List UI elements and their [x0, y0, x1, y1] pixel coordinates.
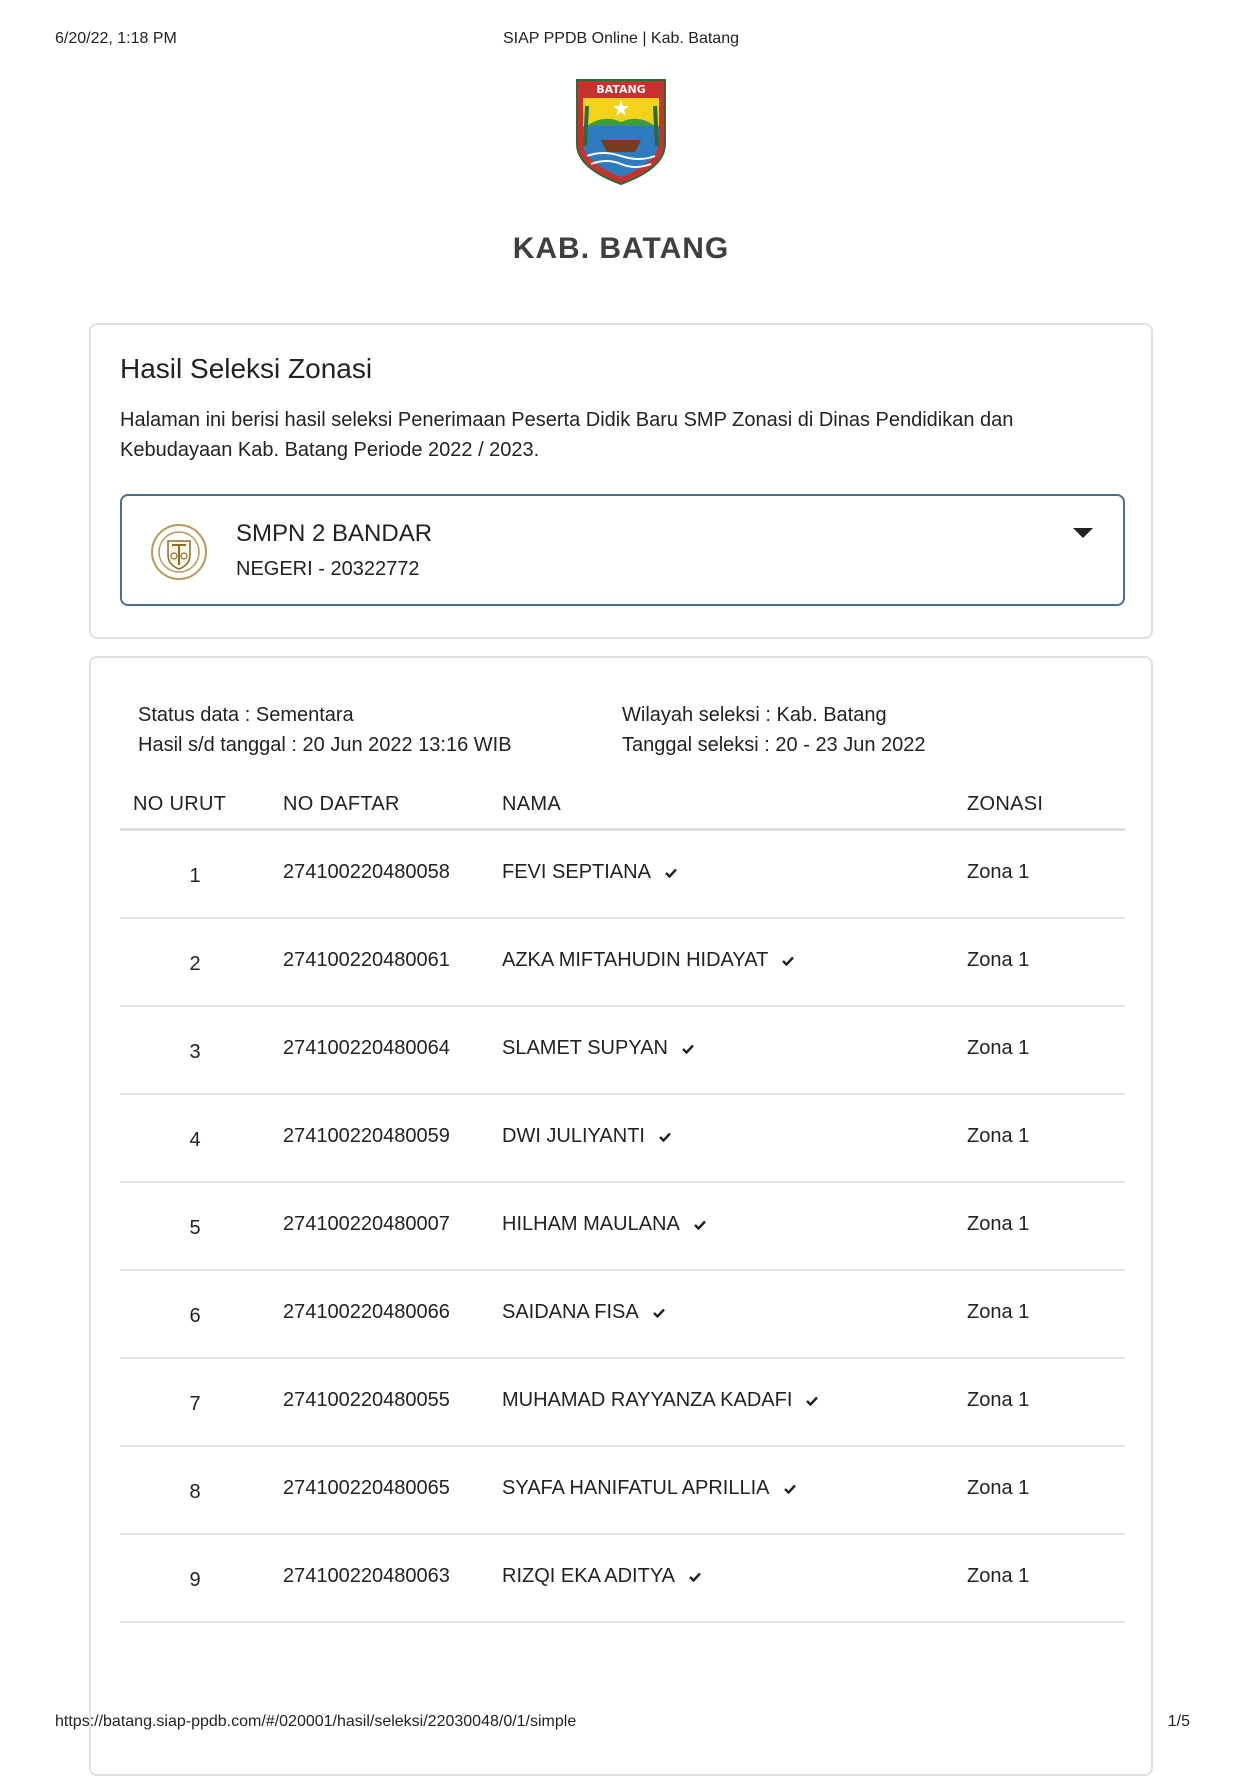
table-row[interactable]: [120, 1271, 1125, 1359]
selection-info-card: [89, 323, 1153, 639]
row-no-daftar: 274100220480066: [283, 1301, 450, 1323]
check-icon: [694, 1220, 706, 1230]
table-row[interactable]: [120, 919, 1125, 1007]
results-card: [89, 656, 1153, 1776]
status-meta-right: [622, 700, 926, 760]
table-row[interactable]: [120, 1007, 1125, 1095]
table-row[interactable]: [120, 1183, 1125, 1271]
header-no-urut: NO URUT: [133, 793, 227, 815]
card-title: Hasil Seleksi Zonasi: [120, 353, 373, 384]
header-nama: NAMA: [502, 793, 561, 815]
table-row[interactable]: [120, 1095, 1125, 1183]
hasil-sd-tanggal: Hasil s/d tanggal : 20 Jun 2022 13:16 WIB: [138, 734, 512, 756]
tanggal-seleksi: Tanggal seleksi : 20 - 23 Jun 2022: [622, 734, 926, 756]
header-zonasi: ZONASI: [967, 793, 1044, 815]
row-no: 9: [189, 1569, 201, 1591]
card-description: Halaman ini berisi hasil seleksi Penerimaan Peserta Didik Baru SMP Zonasi di Dinas Pendidikan dan Kebudayaan Kab. Batang Periode 2022 / 2023.: [120, 409, 1014, 461]
row-no: 3: [189, 1041, 201, 1063]
print-datetime: 6/20/22, 1:18 PM: [55, 30, 177, 47]
row-zona: Zona 1: [967, 1301, 1030, 1323]
row-nama-cell: [502, 1389, 818, 1412]
table-row[interactable]: [120, 1359, 1125, 1447]
check-icon: [782, 956, 794, 966]
row-zona: Zona 1: [967, 1213, 1030, 1235]
check-icon: [806, 1396, 818, 1406]
row-no: 5: [189, 1217, 201, 1239]
row-nama: SYAFA HANIFATUL APRILLIA: [502, 1477, 770, 1499]
row-nama: SLAMET SUPYAN: [502, 1037, 668, 1059]
row-nama-cell: [502, 1565, 701, 1588]
check-icon: [665, 868, 677, 878]
row-zona: Zona 1: [967, 1477, 1030, 1499]
check-icon: [659, 1132, 671, 1142]
row-zona: Zona 1: [967, 1565, 1030, 1587]
header-no-daftar: NO DAFTAR: [283, 793, 400, 815]
row-no-daftar: 274100220480065: [283, 1477, 450, 1499]
print-page-number: 1/5: [1167, 1713, 1190, 1730]
row-zona: Zona 1: [967, 1037, 1030, 1059]
print-url: https://batang.siap-ppdb.com/#/020001/hasil/seleksi/22030048/0/1/simple: [55, 1713, 577, 1730]
chevron-down-icon[interactable]: [1073, 528, 1093, 538]
row-no: 6: [189, 1305, 201, 1327]
row-nama: DWI JULIYANTI: [502, 1125, 645, 1147]
print-header: [0, 30, 1242, 52]
row-no: 4: [189, 1129, 201, 1151]
table-row[interactable]: [120, 1535, 1125, 1623]
row-no-daftar: 274100220480055: [283, 1389, 450, 1411]
row-zona: Zona 1: [967, 1389, 1030, 1411]
school-select-dropdown[interactable]: [120, 494, 1125, 606]
row-nama: RIZQI EKA ADITYA: [502, 1565, 676, 1587]
row-nama-cell: [502, 1301, 665, 1324]
row-no-daftar: 274100220480058: [283, 861, 450, 883]
school-code: NEGERI - 20322772: [236, 558, 420, 580]
region-title: KAB. BATANG: [512, 232, 730, 265]
row-no-daftar: 274100220480064: [283, 1037, 450, 1059]
check-icon: [682, 1044, 694, 1054]
results-table: [120, 780, 1125, 1623]
row-zona: Zona 1: [967, 861, 1030, 883]
check-icon: [689, 1572, 701, 1582]
row-no: 8: [189, 1481, 201, 1503]
print-footer: [0, 1713, 1242, 1735]
row-no-daftar: 274100220480063: [283, 1565, 450, 1587]
check-icon: [784, 1484, 796, 1494]
school-name: SMPN 2 BANDAR: [236, 520, 433, 547]
table-row[interactable]: [120, 831, 1125, 919]
print-page-title: SIAP PPDB Online | Kab. Batang: [503, 30, 739, 47]
row-no: 7: [189, 1393, 201, 1415]
table-row[interactable]: [120, 1447, 1125, 1535]
status-meta-left: [138, 700, 512, 760]
row-nama-cell: [502, 861, 677, 884]
row-no: 1: [189, 865, 201, 887]
row-nama: SAIDANA FISA: [502, 1301, 639, 1323]
row-no-daftar: 274100220480061: [283, 949, 450, 971]
row-nama-cell: [502, 949, 794, 972]
row-nama: HILHAM MAULANA: [502, 1213, 680, 1235]
row-nama-cell: [502, 1477, 796, 1500]
row-no: 2: [189, 953, 201, 975]
row-nama-cell: [502, 1037, 694, 1060]
row-zona: Zona 1: [967, 949, 1030, 971]
logo-lettering: BATANG: [596, 83, 646, 96]
status-data: Status data : Sementara: [138, 704, 354, 726]
row-nama: MUHAMAD RAYYANZA KADAFI: [502, 1389, 793, 1411]
row-nama: AZKA MIFTAHUDIN HIDAYAT: [502, 949, 769, 971]
row-zona: Zona 1: [967, 1125, 1030, 1147]
row-nama: FEVI SEPTIANA: [502, 861, 651, 883]
school-emblem-icon: [150, 523, 208, 581]
table-header: [120, 780, 1125, 831]
row-no-daftar: 274100220480007: [283, 1213, 450, 1235]
wilayah-seleksi: Wilayah seleksi : Kab. Batang: [622, 704, 887, 726]
check-icon: [653, 1308, 665, 1318]
row-nama-cell: [502, 1125, 671, 1148]
batang-logo: [573, 76, 669, 186]
row-nama-cell: [502, 1213, 706, 1236]
row-no-daftar: 274100220480059: [283, 1125, 450, 1147]
